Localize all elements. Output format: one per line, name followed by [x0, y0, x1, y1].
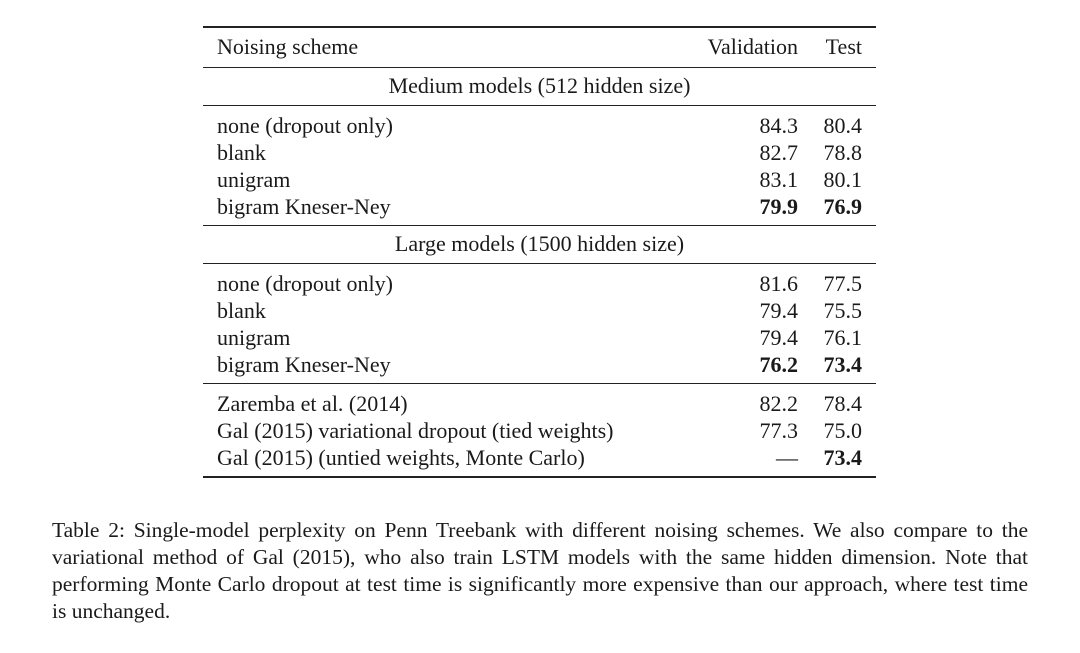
header-validation: Validation: [648, 27, 798, 68]
table-header-row: [203, 27, 876, 68]
test-cell: 80.1: [823, 167, 862, 192]
test-cell: 78.8: [823, 140, 862, 165]
table-row: [203, 139, 876, 166]
table-row: [203, 166, 876, 193]
test-cell: 78.4: [798, 384, 876, 418]
table-row: [203, 444, 876, 477]
scheme-cell: none (dropout only): [203, 264, 648, 298]
section-large-title: Large models (1500 hidden size): [203, 226, 876, 264]
header-test: Test: [798, 27, 876, 68]
validation-cell: 79.4: [759, 325, 798, 350]
test-cell-best: 76.9: [823, 194, 862, 219]
table-row: [203, 384, 876, 418]
table-row: [203, 324, 876, 351]
validation-cell: 82.7: [759, 140, 798, 165]
validation-cell: 83.1: [759, 167, 798, 192]
scheme-cell: blank: [217, 298, 266, 323]
scheme-cell: bigram Kneser-Ney: [217, 352, 391, 377]
validation-cell: 79.4: [759, 298, 798, 323]
table-row: [203, 351, 876, 384]
validation-cell-best: 79.9: [759, 194, 798, 219]
results-table: [203, 26, 876, 478]
scheme-cell: unigram: [217, 167, 291, 192]
table-row: [203, 417, 876, 444]
test-cell: 80.4: [798, 106, 876, 140]
scheme-cell: blank: [217, 140, 266, 165]
scheme-cell: Zaremba et al. (2014): [203, 384, 648, 418]
section-medium-title: Medium models (512 hidden size): [203, 68, 876, 106]
validation-cell: —: [648, 444, 798, 477]
test-cell: 77.5: [798, 264, 876, 298]
test-cell-best: 73.4: [823, 352, 862, 377]
table-row: [203, 193, 876, 226]
test-cell-best: 73.4: [798, 444, 876, 477]
test-cell: 75.5: [823, 298, 862, 323]
scheme-cell: Gal (2015) (untied weights, Monte Carlo): [203, 444, 648, 477]
scheme-cell: none (dropout only): [203, 106, 648, 140]
header-noising-scheme: Noising scheme: [203, 27, 648, 68]
table-row: [203, 106, 876, 140]
test-cell: 76.1: [823, 325, 862, 350]
section-medium-row: [203, 68, 876, 106]
table-caption: Table 2: Single-model perplexity on Penn Treebank with different noising schemes. We also compare to the variational method of Gal (2015), who also train LSTM models with the same hidden dimension. Note that performing Monte Carlo dropout at test time is significantly more expensive than our approach, where test time is unchanged.: [52, 518, 1028, 623]
table-row: [203, 264, 876, 298]
validation-cell: 84.3: [648, 106, 798, 140]
validation-cell: 82.2: [648, 384, 798, 418]
section-large-row: [203, 226, 876, 264]
results-table-container: [203, 26, 876, 478]
validation-cell-best: 76.2: [759, 352, 798, 377]
test-cell: 75.0: [823, 418, 862, 443]
scheme-cell: unigram: [217, 325, 291, 350]
scheme-cell: Gal (2015) variational dropout (tied weights): [217, 418, 614, 443]
validation-cell: 77.3: [759, 418, 798, 443]
table-row: [203, 297, 876, 324]
scheme-cell: bigram Kneser-Ney: [217, 194, 391, 219]
validation-cell: 81.6: [648, 264, 798, 298]
